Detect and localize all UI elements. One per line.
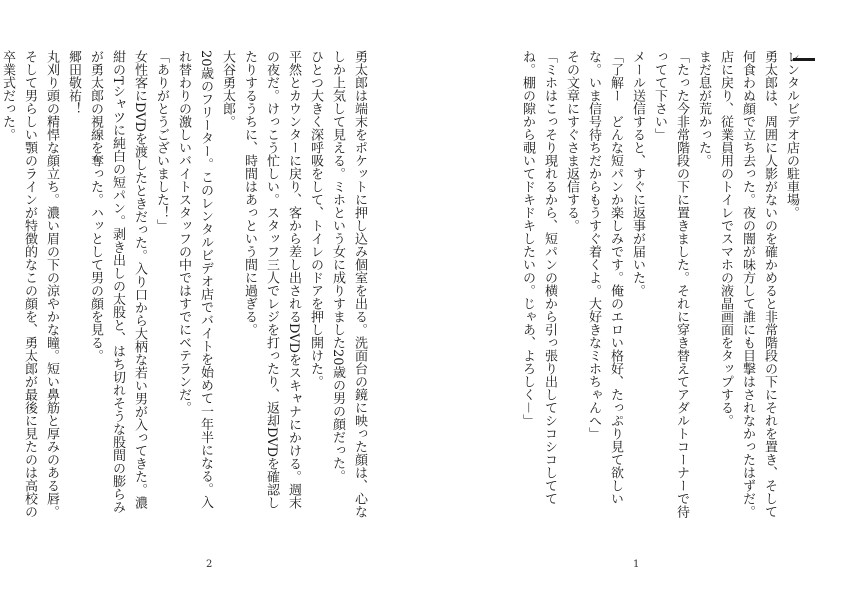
paragraph: メール送信すると、すぐに返事が届いた。 bbox=[630, 50, 645, 297]
paragraph: 勇太郎は端末をポケットに押し込み個室を出る。洗面台の鏡に映った顔は、心なしか上気して見える。ミホという女に成りすました20歳の男の顔だった。 bbox=[330, 50, 367, 518]
page-1 bbox=[425, 0, 850, 600]
paragraph: ひとつ大きく深呼吸をして、トイレのドアを押し開けた。 bbox=[308, 50, 323, 388]
paragraph: 勇太郎は、周囲に人影がないのを確かめると非常階段の下にそれを置き、そして何食わぬ顔で立ち去った。夜の闇が味方して誰にも目撃はされなかったはずだ。 bbox=[740, 50, 777, 518]
paragraph: 大谷勇太郎。 bbox=[220, 50, 235, 128]
paragraph: レンタルビデオ店の駐車場。 bbox=[784, 50, 799, 219]
paragraph: まだ息が荒かった。 bbox=[696, 50, 711, 167]
paragraph: 店に戻り、従業員用のトイレでスマホの液晶画面をタップする。 bbox=[718, 50, 733, 427]
paragraph: その文章にすぐさま返信する。 bbox=[564, 50, 579, 232]
page-number: 1 bbox=[633, 559, 640, 570]
paragraph: 「ありがとうございました！」 bbox=[154, 50, 169, 232]
page-2-text bbox=[0, 50, 370, 520]
paragraph: 「たった今非常階段の下に置きました。それに穿き替えてアダルトコーナーで待ってて下さい」 bbox=[652, 50, 689, 518]
paragraph: 「ミホはこっそり現れるから、短パンの横から引っ張り出してシコシコしててね。棚の隙から覗いてドキドキしたいの。じゃあ、よろしく－」 bbox=[520, 50, 557, 505]
paragraph: 女性客にDVDを渡したときだった。入り口から大柄な若い男が入ってきた。濃紺のTシャツに純白の短パン。剥き出しの太股と、はち切れそうな股間の膨らみが勇太郎の視線を奪った。ハッとして男の顔を見る。 bbox=[88, 50, 147, 514]
page-number: 2 bbox=[206, 559, 213, 570]
paragraph: 20歳のフリーター。このレンタルビデオ店でバイトを始めて一年半になる。入れ替わりの激しいバイトスタッフの中ではすでにベテランだ。 bbox=[176, 50, 213, 509]
page-1-text bbox=[502, 50, 802, 520]
paragraph: 「了解ー どんな短パンか楽しみです。俺のエロい格好、たっぷり見て欲しいな。いま信号待ちだからもうすぐ着くよ。大好きなミホちゃんへ」 bbox=[586, 50, 623, 505]
paragraph: 郷田敬祐！ bbox=[66, 50, 81, 115]
paragraph: 平然とカウンターに戻り、客から差し出されるDVDをスキャナにかける。週末の夜だ。けっこう忙しい。スタッフ三人でレジを打ったり、返却DVDを確認したりするうちに、時間はあっという間に過ぎる。 bbox=[242, 50, 301, 510]
paragraph: 丸刈り頭の精悍な顔立ち。濃い眉の下の涼やかな瞳。短い鼻筋と厚みのある唇。そして男らしい顎のラインが特徴的なこの顔を、勇太郎が最後に見たのは高校の卒業式だった。 bbox=[0, 50, 59, 518]
